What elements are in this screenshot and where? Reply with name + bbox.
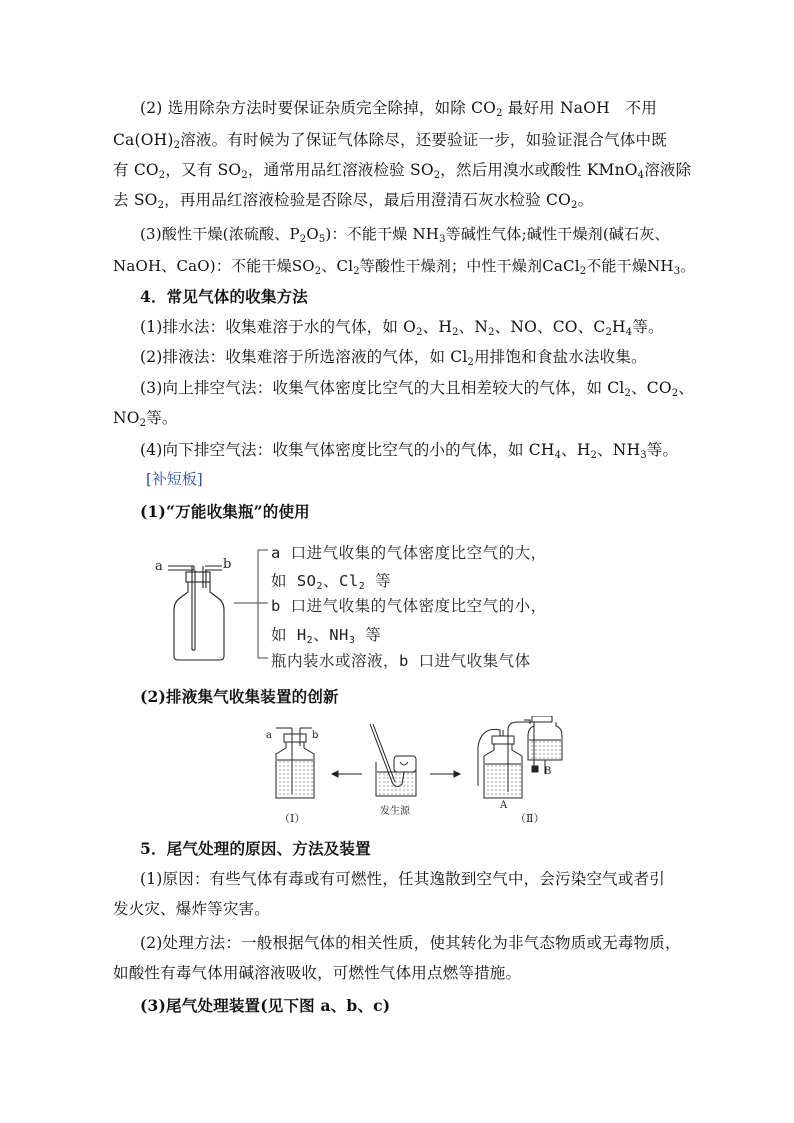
fig2-label-b: b [312, 730, 319, 741]
bottle-label-a: a [155, 559, 163, 574]
fig2-label-II: （Ⅱ） [515, 812, 545, 825]
para3-line1: (3)酸性干燥(浓硫酸、$P_2O_5$)：不能干燥 $NH_3$等碱性气体;碱性干燥剂(碱石灰、 [140, 225, 670, 245]
section5-method-line1: (2)处理方法：一般根据气体的相关性质，使其转化为非气态物质或无毒物质， [140, 934, 681, 952]
fig2-center-label: 发生源 [380, 806, 410, 817]
supplement-sub2-title: (2)排液集气收集装置的创新 [140, 687, 339, 706]
section5-reason-line2: 发火灾、爆炸等灾害。 [113, 900, 271, 918]
note1-line2: 如 $SO_2$、$Cl_2$ 等 [271, 572, 392, 592]
fig2-label-A: A [500, 800, 508, 811]
fig2-label-a: a [266, 730, 272, 741]
supplement-tag: [补短板] [146, 470, 203, 488]
note2-line2: 如 $H_2$、$NH_3$ 等 [271, 626, 382, 646]
para2-line2: $Ca(OH)_2$溶液。有时候为了保证气体除尽，还要验证一步，如验证混合气体中既 [113, 131, 667, 151]
section5-reason-line1: (1)原因：有些气体有毒或有可燃性，任其逸散到空气中，会污染空气或者引 [140, 870, 665, 888]
para3-line2: NaOH、CaO)：不能干燥$SO_2$、$Cl_2$等酸性干燥剂；中性干燥剂CaCl$_2$不能干燥$NH_3$。 [113, 257, 696, 277]
bottle-label-b: b [223, 557, 232, 572]
supplement-sub1-title: (1)“万能收集瓶”的使用 [140, 502, 310, 521]
section4-method2: (2)排液法：收集难溶于所选溶液的气体，如 $Cl_2$用排饱和食盐水法收集。 [140, 348, 647, 368]
section5-device: (3)尾气处理装置(见下图 a、b、c) [140, 996, 391, 1015]
section4-method1: (1)排水法：收集难溶于水的气体，如 $O_2$、$H_2$、$N_2$、NO、CO、$C_2H_4$等。 [140, 318, 664, 338]
section5-title: 5．尾气处理的原因、方法及装置 [140, 839, 371, 858]
fig2-label-B: B [544, 766, 552, 777]
section4-title: 4．常见气体的收集方法 [140, 287, 308, 306]
para2-line3: 有 $CO_2$，又有 $SO_2$，通常用品红溶液检验 $SO_2$，然后用溴水或酸性 KMnO$_4$溶液除 [113, 161, 692, 181]
para2-line1: (2) 选用除杂方法时要保证杂质完全除掉，如除 $CO_2$ 最好用 NaOH 不用 [140, 99, 657, 119]
para2-line4: 去 $SO_2$，再用品红溶液检验是否除尽，最后用澄清石灰水检验 $CO_2$。 [113, 191, 594, 211]
note1-line1: a 口进气收集的气体密度比空气的大， [271, 544, 547, 562]
note2-line1: b 口进气收集的气体密度比空气的小， [271, 597, 547, 615]
bracket-connector [232, 546, 272, 666]
section4-method3: (3)向上排空气法：收集气体密度比空气的大且相差较大的气体，如 $Cl_2$、$CO_2$、 [140, 379, 695, 399]
section4-method4: (4)向下排空气法：收集气体密度比空气的小的气体，如 $CH_4$、$H_2$、$NH_3$等。 [140, 441, 679, 461]
section4-method3-cont: $NO_2$等。 [113, 409, 178, 429]
fig2-label-I: （Ⅰ） [279, 812, 306, 825]
note3: 瓶内装水或溶液，b 口进气收集气体 [271, 652, 531, 670]
section5-method-line2: 如酸性有毒气体用碱溶液吸收，可燃性气体用点燃等措施。 [113, 964, 522, 982]
